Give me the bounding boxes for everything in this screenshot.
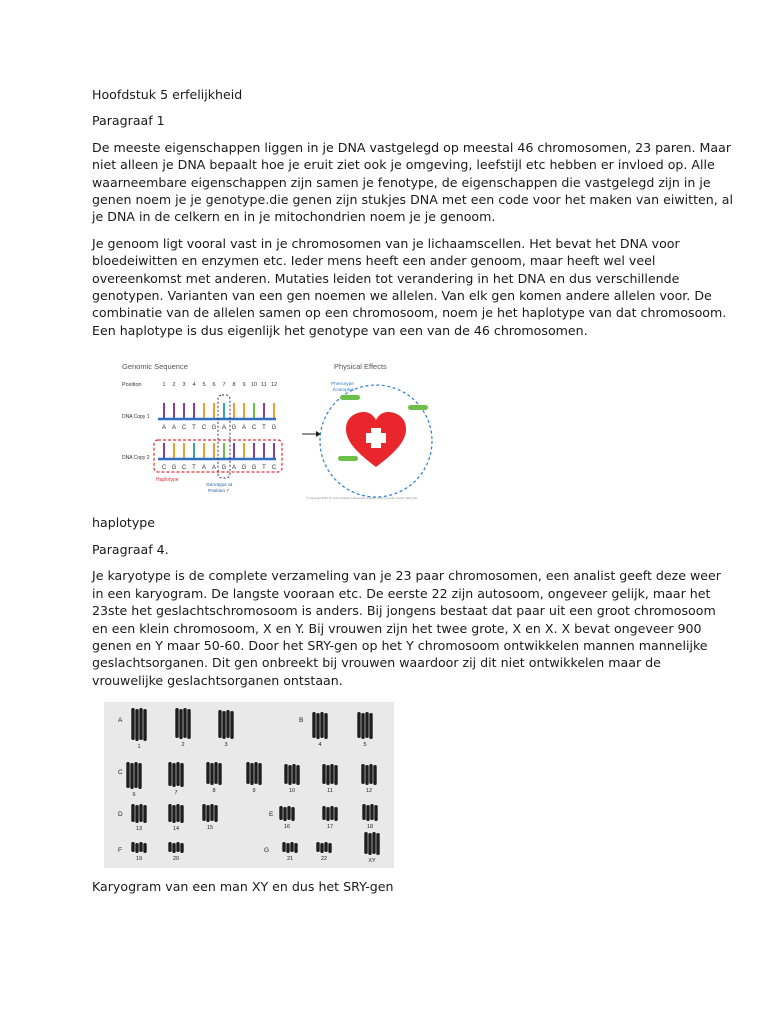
dna-copy-2-bases: [162, 465, 277, 471]
chromatid: [172, 763, 175, 787]
chromosome-pair: [282, 842, 297, 853]
chromatid: [370, 804, 373, 820]
chromosome-pair: [168, 842, 183, 853]
chromosome-number: 12: [365, 788, 373, 794]
dna-base: A: [201, 465, 207, 471]
chromatid: [214, 762, 217, 784]
position-number: 9: [242, 382, 246, 388]
chromatid: [373, 765, 376, 785]
chromosome-pair: [175, 708, 190, 739]
chromatid: [218, 710, 221, 738]
figure-2-caption: Karyogram van een man XY en dus het SRY-gen: [92, 879, 394, 894]
chromosome-number: 14: [172, 826, 180, 832]
chromatid: [135, 709, 138, 741]
chromosome-pair: [357, 712, 372, 739]
chromosome-pair: [362, 804, 377, 821]
chromatid: [283, 807, 286, 821]
chromosome-number: 17: [326, 824, 334, 830]
position-number: 6: [212, 382, 216, 388]
paragraph-2-text: [92, 235, 727, 339]
position-number: 10: [250, 382, 258, 388]
chromatid: [320, 843, 323, 853]
physical-effects-title: Physical Effects: [334, 362, 387, 371]
chromatid: [366, 805, 369, 821]
position-number: 8: [232, 382, 236, 388]
position-number: 2: [172, 382, 176, 388]
dna-base: A: [161, 425, 167, 431]
chromatid: [138, 763, 141, 789]
chromosome-number: 7: [174, 790, 178, 796]
chromatid: [210, 804, 213, 821]
dna-base: G: [251, 465, 257, 471]
text-line: genen en Y maar 50-60. Door het SRY-gen op het Y chromosoom ontwikkelen mannen mannelijke: [92, 638, 708, 654]
position-number: 5: [202, 382, 206, 388]
haplotype-diagram: [106, 355, 436, 503]
chromatid: [139, 842, 142, 852]
chromatid: [176, 842, 179, 852]
chromosome-pair: [279, 806, 294, 821]
chromosome-number: 16: [283, 824, 291, 830]
chromatid: [175, 708, 178, 738]
chromosome-pair: [322, 764, 337, 785]
chromatid: [250, 763, 253, 785]
chromosome-number: 6: [132, 792, 136, 798]
chromosome-number: 3: [224, 742, 228, 748]
chromosome-number: 11: [327, 788, 333, 794]
chromatid: [168, 804, 171, 822]
phenotype-examples-label: Examples: [333, 388, 355, 393]
karyogram-group-letter: B: [299, 717, 304, 724]
position-number: 11: [261, 382, 267, 388]
text-line: vrouwelijke geslachtsorganen ontstaan.: [92, 672, 343, 688]
chromatid: [246, 762, 249, 784]
paragraph-3-text: [92, 567, 721, 689]
chromatid: [361, 764, 364, 784]
chromosome-number: XY: [368, 858, 376, 864]
chromosome-number: 5: [363, 742, 367, 748]
chromatid: [131, 708, 134, 740]
chromatid: [218, 763, 221, 785]
chromatid: [210, 763, 213, 785]
chromatid: [179, 709, 182, 739]
chromatid: [287, 806, 290, 820]
dna-base: A: [221, 425, 227, 431]
text-line: en een klein chromosoom, X en Y. Bij vrouwen zijn het twee grote, X en X. X bevat ongeveer 900: [92, 620, 702, 636]
chromosome-pair: [246, 762, 261, 785]
chromatid: [324, 842, 327, 852]
genomic-sequence-title: Genomic Sequence: [122, 362, 188, 371]
chromatid: [176, 762, 179, 786]
dna-base: C: [181, 465, 187, 471]
chromatid: [357, 712, 360, 738]
dna-base: G: [171, 465, 177, 471]
chromosome-pair: [316, 842, 331, 853]
chromosome-number: 4: [318, 742, 322, 748]
chromosome-pair: [361, 764, 376, 785]
chromatid: [139, 708, 142, 740]
phenotype-pill: [408, 405, 428, 410]
position-label: Position: [122, 382, 142, 388]
chromatid: [214, 805, 217, 822]
chromosome-pair: [131, 842, 146, 853]
chromatid: [139, 804, 142, 822]
chromosome-number: 22: [320, 856, 328, 862]
chromatid: [130, 763, 133, 789]
karyogram-group-letter: E: [269, 811, 274, 818]
karyogram-image: [104, 702, 394, 868]
paragraph-4-heading: Paragraaf 4.: [92, 542, 169, 557]
chromosome-pair: [364, 832, 379, 855]
dna-base: A: [231, 465, 237, 471]
chromatid: [143, 805, 146, 823]
chromatid: [322, 806, 325, 820]
chromatid: [291, 807, 294, 821]
chromatid: [187, 709, 190, 739]
paragraph-1-heading: Paragraaf 1: [92, 113, 165, 129]
position-number: 3: [182, 382, 186, 388]
chromatid: [131, 842, 134, 852]
chromatid: [365, 712, 368, 738]
position-number: 4: [192, 382, 196, 388]
chromatid: [369, 764, 372, 784]
dna-base: G: [211, 425, 217, 431]
dna-copy-2-bars: [164, 443, 274, 459]
chromosome-number: 21: [286, 856, 294, 862]
position-numbers: [162, 382, 277, 388]
position-number: 1: [162, 382, 166, 388]
haplotype-label: Haplotype: [156, 477, 179, 483]
chromatid: [183, 708, 186, 738]
dna-copy-2-label: DNA Copy 2: [122, 455, 150, 461]
chromatid: [372, 832, 375, 854]
text-line: De meeste eigenschappen liggen in je DNA vastgelegd op meestal 46 chromosomen, 23 paren. Maar: [92, 139, 732, 155]
dna-base: A: [171, 425, 177, 431]
dna-base: G: [241, 465, 247, 471]
chromatid: [131, 804, 134, 822]
chromatid: [361, 713, 364, 739]
chromatid: [294, 843, 297, 853]
chromosome-number: 2: [181, 742, 185, 748]
chromatid: [176, 804, 179, 822]
chromatid: [180, 843, 183, 853]
text-line: 23ste het geslachtschromosoom is anders. Bij jongens bestaat dat paar uit een groot chromosoom: [92, 603, 716, 619]
chromatid: [143, 843, 146, 853]
text-line: geslachtsorganen. Dit gen onbreekt bij vrouwen waardoor zij dit niet ontwikkelen maar de: [92, 655, 661, 671]
dna-copy-1-label: DNA Copy 1: [122, 414, 150, 420]
chromatid: [296, 765, 299, 785]
chromosome-number: 8: [212, 788, 216, 794]
chromatid: [180, 763, 183, 787]
chromatid: [288, 765, 291, 785]
chromatid: [374, 805, 377, 821]
chromosome-pair: [322, 806, 337, 821]
chromosome-pair: [284, 764, 299, 785]
chromatid: [135, 805, 138, 823]
dna-base: T: [262, 425, 266, 431]
chromosome-pair: [168, 762, 183, 787]
chromosome-pair: [312, 712, 327, 739]
karyogram-figure: [104, 702, 394, 868]
chromatid: [290, 842, 293, 852]
chromatid: [254, 762, 257, 784]
chromatid: [316, 713, 319, 739]
dna-base: A: [211, 465, 217, 471]
text-line: genotypen. Varianten van een gen noemen we allelen. Van elk gen komen andere allelen voor. De: [92, 288, 712, 304]
text-line: je DNA in de celkern en in je mitochondrien noem je je genoom.: [92, 209, 496, 225]
chromosome-number: 1: [137, 744, 141, 750]
chromatid: [330, 764, 333, 784]
chromosome-pair: [131, 804, 146, 823]
chromatid: [134, 762, 137, 788]
karyogram-group-letter: F: [118, 847, 122, 854]
document-body-lower: [92, 541, 721, 689]
chromatid: [292, 764, 295, 784]
dna-copy-1-bars: [164, 403, 274, 419]
chromatid: [168, 842, 171, 852]
paragraph-1-text: [92, 139, 733, 226]
document-body: [92, 86, 733, 348]
chromatid: [206, 805, 209, 822]
chromatid: [334, 807, 337, 821]
karyogram-group-letter: A: [118, 717, 123, 724]
chromatid: [376, 833, 379, 855]
chromatid: [362, 804, 365, 820]
text-line: Je genoom ligt vooral vast in je chromosomen van je lichaamscellen. Het bevat het DNA voor: [92, 235, 680, 251]
document-title: Hoofdstuk 5 erfelijkheid: [92, 87, 243, 102]
chromosome-number: 20: [172, 856, 180, 862]
chromatid: [324, 713, 327, 739]
chromatid: [180, 805, 183, 823]
medical-cross-icon: [366, 433, 386, 443]
dna-base: C: [161, 465, 167, 471]
chromosome-pair: [202, 804, 217, 822]
chromatid: [322, 764, 325, 784]
genotype-label: Genotype at: [206, 483, 233, 488]
chromosome-number: 19: [135, 856, 143, 862]
text-line: waarneembare eigenschappen zijn samen je fenotype, de eigenschappen die vastgelegd zijn in je: [92, 174, 711, 190]
chromatid: [202, 804, 205, 821]
dna-base: G: [231, 425, 237, 431]
phenotype-label: Phenotype: [331, 382, 354, 387]
chromatid: [126, 762, 129, 788]
phenotype-pill: [340, 395, 360, 400]
chromatid: [365, 765, 368, 785]
karyogram-group-letter: C: [118, 769, 123, 776]
chromatid: [316, 842, 319, 852]
karyogram-group-letter: G: [264, 847, 270, 854]
chromatid: [330, 806, 333, 820]
dna-base: C: [271, 465, 277, 471]
chromosome-pair: [218, 710, 233, 739]
chromosome-pair: [131, 708, 146, 741]
chromosome-number: 13: [135, 826, 143, 832]
genotype-position-label: Position 7: [208, 489, 230, 494]
dna-base: C: [201, 425, 207, 431]
chromatid: [334, 765, 337, 785]
chromosome-number: 15: [206, 825, 214, 831]
dna-base: C: [251, 425, 257, 431]
chromatid: [312, 712, 315, 738]
dna-copy-1-bases: [162, 425, 277, 431]
dna-base: G: [221, 465, 227, 471]
dna-base: C: [181, 425, 187, 431]
text-line: genen noem je je genotype.die genen zijn stukjes DNA met een code voor het maken van eiwitten, al: [92, 192, 733, 208]
chromatid: [222, 711, 225, 739]
text-line: combinatie van de allelen samen op een chromosoom, noem je het haplotype van dat chromosoom.: [92, 305, 727, 321]
chromosome-number: 10: [288, 788, 296, 794]
position-number: 12: [270, 382, 278, 388]
chromatid: [369, 713, 372, 739]
chromatid: [279, 806, 282, 820]
figure-1-caption: haplotype: [92, 515, 156, 530]
text-line: overeenkomst met anderen. Mutaties leiden tot verandering in het DNA en dus verschillende: [92, 270, 680, 286]
chromatid: [172, 843, 175, 853]
chromosome-pair: [126, 762, 141, 789]
chromatid: [168, 762, 171, 786]
chromatid: [206, 762, 209, 784]
chromosome-number: 9: [252, 788, 256, 794]
chromatid: [326, 765, 329, 785]
chromatid: [226, 710, 229, 738]
chromosome-number: 18: [366, 824, 374, 830]
copyright-text: © Copyright 2023 St. Jude Children's Research Hospital, a not-for-profit, section 501(c)(3): [306, 496, 418, 500]
chromatid: [258, 763, 261, 785]
dna-base: T: [192, 465, 196, 471]
karyogram-group-letter: D: [118, 811, 123, 818]
chromatid: [326, 807, 329, 821]
text-line: Je karyotype is de complete verzameling van je 23 paar chromosomen, een analist geeft deze weer: [92, 568, 721, 584]
chromatid: [328, 843, 331, 853]
chromatid: [320, 712, 323, 738]
text-line: niet alleen je DNA bepaalt hoe je eruit ziet ook je omgeving, leefstijl etc hebben er invloed op. Alle: [92, 157, 715, 173]
dna-base: T: [262, 465, 266, 471]
position-number: 7: [222, 382, 226, 388]
dna-base: G: [271, 425, 277, 431]
text-line: bloedeiwitten en enzymen etc. Ieder mens heeft een ander genoom, maar heeft wel veel: [92, 253, 656, 269]
chromatid: [143, 709, 146, 741]
chromosome-pair: [168, 804, 183, 823]
chromatid: [286, 843, 289, 853]
chromatid: [284, 764, 287, 784]
chromatid: [282, 842, 285, 852]
dna-base: T: [192, 425, 196, 431]
chromatid: [230, 711, 233, 739]
chromosome-pair: [206, 762, 221, 785]
phenotype-pill: [338, 456, 358, 461]
chromatid: [368, 833, 371, 855]
text-line: Een haplotype is dus eigenlijk het genotype van een van de 46 chromosomen.: [92, 322, 588, 338]
chromatid: [172, 805, 175, 823]
chromatid: [135, 843, 138, 853]
haplotype-figure: [106, 355, 436, 503]
dna-base: A: [241, 425, 247, 431]
text-line: in een karyogram. De langste vooraan etc. De eerste 22 zijn autosoom, ongeveer gelijk, maar het: [92, 585, 711, 601]
chromatid: [364, 832, 367, 854]
